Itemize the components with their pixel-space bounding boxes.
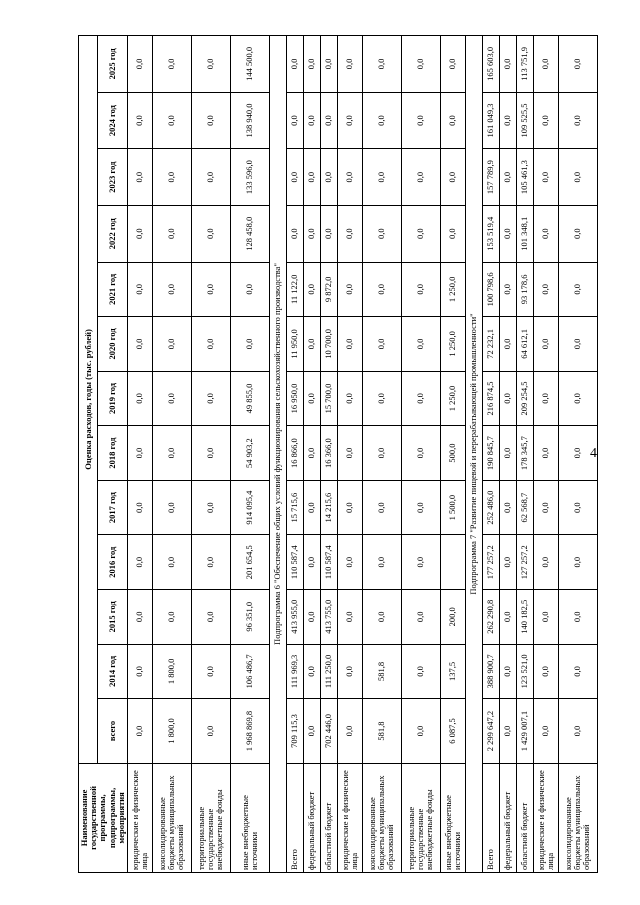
value-cell: 0,0: [558, 480, 597, 535]
value-cell: 111 969,3: [286, 644, 303, 699]
section-title: Подпрограмма 7 "Развитие пищевой и перерабатывающей промышленности": [465, 36, 482, 873]
value-cell: 10 700,0: [320, 317, 337, 372]
value-cell: 127 257,2: [516, 535, 533, 590]
value-cell: 0,0: [440, 92, 465, 149]
value-cell: 0,0: [191, 36, 230, 93]
value-cell: 0,0: [127, 36, 152, 93]
header-col: 2017 год: [98, 480, 128, 535]
value-cell: 0,0: [337, 149, 362, 206]
value-cell: 0,0: [303, 699, 320, 764]
value-cell: 190 845,7: [482, 426, 499, 481]
value-cell: 128 458,0: [230, 205, 269, 262]
row-label: областной бюджет: [320, 763, 337, 872]
value-cell: 0,0: [303, 480, 320, 535]
value-cell: 0,0: [440, 149, 465, 206]
value-cell: 0,0: [558, 535, 597, 590]
header-col: 2025 год: [98, 36, 128, 93]
value-cell: 0,0: [127, 426, 152, 481]
value-cell: 0,0: [127, 699, 152, 764]
value-cell: 106 486,7: [230, 644, 269, 699]
value-cell: 0,0: [533, 699, 558, 764]
value-cell: 62 568,7: [516, 480, 533, 535]
value-cell: 0,0: [401, 92, 440, 149]
value-cell: 0,0: [191, 699, 230, 764]
value-cell: 1 800,0: [152, 699, 191, 764]
value-cell: 0,0: [127, 317, 152, 372]
value-cell: 0,0: [362, 426, 401, 481]
table-row: [320, 36, 337, 873]
value-cell: 0,0: [286, 92, 303, 149]
value-cell: 161 049,3: [482, 92, 499, 149]
value-cell: [440, 535, 465, 590]
value-cell: 0,0: [337, 317, 362, 372]
value-cell: 0,0: [362, 262, 401, 317]
value-cell: 0,0: [499, 205, 516, 262]
value-cell: 0,0: [337, 699, 362, 764]
value-cell: 0,0: [191, 371, 230, 426]
value-cell: 0,0: [191, 149, 230, 206]
value-cell: 0,0: [533, 535, 558, 590]
header-col: всего: [98, 699, 128, 764]
value-cell: 0,0: [127, 371, 152, 426]
value-cell: 0,0: [230, 317, 269, 372]
value-cell: 0,0: [401, 699, 440, 764]
row-label: консолидированные бюджеты муниципальных образований: [152, 763, 191, 872]
value-cell: 0,0: [230, 262, 269, 317]
row-label: территориальные государственные внебюджетные фонды: [191, 763, 230, 872]
value-cell: 0,0: [127, 644, 152, 699]
value-cell: 0,0: [303, 36, 320, 93]
value-cell: 0,0: [499, 262, 516, 317]
value-cell: 0,0: [127, 480, 152, 535]
value-cell: 0,0: [337, 426, 362, 481]
value-cell: 0,0: [320, 36, 337, 93]
header-name-column: Наименование государственной программы, подпрограммы, мероприятия: [79, 763, 128, 872]
value-cell: 15 715,6: [286, 480, 303, 535]
value-cell: 0,0: [533, 317, 558, 372]
value-cell: 0,0: [152, 317, 191, 372]
value-cell: 101 348,1: [516, 205, 533, 262]
value-cell: 0,0: [152, 262, 191, 317]
value-cell: 0,0: [152, 535, 191, 590]
value-cell: 0,0: [303, 149, 320, 206]
value-cell: 0,0: [533, 149, 558, 206]
value-cell: 72 232,1: [482, 317, 499, 372]
value-cell: 0,0: [440, 36, 465, 93]
value-cell: 0,0: [401, 262, 440, 317]
value-cell: 0,0: [401, 36, 440, 93]
value-cell: 0,0: [499, 371, 516, 426]
table-row: [127, 36, 152, 873]
value-cell: 0,0: [499, 590, 516, 645]
table-row: [191, 36, 230, 873]
value-cell: 0,0: [303, 92, 320, 149]
page-number: 4: [590, 446, 597, 461]
header-col: 2023 год: [98, 149, 128, 206]
header-col: 2019 год: [98, 371, 128, 426]
value-cell: 0,0: [337, 92, 362, 149]
row-label: иные внебюджетные источники: [440, 763, 465, 872]
row-label: юридические и физические лица: [533, 763, 558, 872]
table-row: [152, 36, 191, 873]
row-label: консолидированные бюджеты муниципальных образований: [362, 763, 401, 872]
value-cell: 123 521,0: [516, 644, 533, 699]
value-cell: 0,0: [127, 262, 152, 317]
value-cell: 413 755,0: [320, 590, 337, 645]
value-cell: 0,0: [533, 262, 558, 317]
header-col: 2022 год: [98, 205, 128, 262]
value-cell: 0,0: [558, 644, 597, 699]
value-cell: 9 872,0: [320, 262, 337, 317]
table-row: [499, 36, 516, 873]
row-label: консолидированные бюджеты муниципальных образований: [558, 763, 597, 872]
value-cell: 0,0: [499, 426, 516, 481]
value-cell: 153 519,4: [482, 205, 499, 262]
value-cell: 111 250,0: [320, 644, 337, 699]
header-col: 2020 год: [98, 317, 128, 372]
row-label: территориальные государственные внебюджетные фонды: [401, 763, 440, 872]
value-cell: 0,0: [362, 205, 401, 262]
value-cell: 110 587,4: [286, 535, 303, 590]
value-cell: 0,0: [191, 644, 230, 699]
value-cell: 0,0: [152, 590, 191, 645]
value-cell: 0,0: [152, 426, 191, 481]
value-cell: 96 351,0: [230, 590, 269, 645]
value-cell: 16 950,0: [286, 371, 303, 426]
value-cell: 16 866,0: [286, 426, 303, 481]
value-cell: 0,0: [362, 36, 401, 93]
value-cell: 0,0: [337, 590, 362, 645]
table-row: [303, 36, 320, 873]
value-cell: 0,0: [362, 149, 401, 206]
value-cell: 144 500,0: [230, 36, 269, 93]
table-header: [79, 36, 128, 873]
value-cell: 16 366,0: [320, 426, 337, 481]
value-cell: 0,0: [127, 535, 152, 590]
value-cell: 914 095,4: [230, 480, 269, 535]
value-cell: 0,0: [191, 426, 230, 481]
value-cell: 0,0: [152, 205, 191, 262]
value-cell: 0,0: [499, 92, 516, 149]
value-cell: 0,0: [303, 426, 320, 481]
value-cell: 0,0: [362, 92, 401, 149]
value-cell: 0,0: [533, 36, 558, 93]
value-cell: 100 798,6: [482, 262, 499, 317]
value-cell: 0,0: [320, 205, 337, 262]
value-cell: 0,0: [191, 535, 230, 590]
value-cell: 0,0: [533, 426, 558, 481]
value-cell: 0,0: [362, 535, 401, 590]
value-cell: 0,0: [191, 317, 230, 372]
table-row: [558, 36, 597, 873]
value-cell: 0,0: [337, 205, 362, 262]
value-cell: 0,0: [127, 92, 152, 149]
value-cell: 0,0: [303, 262, 320, 317]
value-cell: 0,0: [303, 644, 320, 699]
value-cell: 0,0: [303, 205, 320, 262]
value-cell: 0,0: [191, 205, 230, 262]
value-cell: 0,0: [303, 317, 320, 372]
header-col: 2021 год: [98, 262, 128, 317]
table-row: [401, 36, 440, 873]
value-cell: 0,0: [362, 317, 401, 372]
value-cell: 0,0: [362, 590, 401, 645]
value-cell: 0,0: [152, 36, 191, 93]
value-cell: 0,0: [558, 149, 597, 206]
value-cell: 0,0: [337, 36, 362, 93]
value-cell: 11 950,0: [286, 317, 303, 372]
value-cell: 0,0: [401, 644, 440, 699]
value-cell: 0,0: [152, 371, 191, 426]
value-cell: 0,0: [558, 699, 597, 764]
value-cell: 0,0: [401, 535, 440, 590]
table-row: [230, 36, 269, 873]
value-cell: 178 345,7: [516, 426, 533, 481]
value-cell: 0,0: [337, 644, 362, 699]
value-cell: 0,0: [558, 317, 597, 372]
value-cell: 1 968 869,8: [230, 699, 269, 764]
value-cell: 0,0: [286, 149, 303, 206]
value-cell: 138 940,0: [230, 92, 269, 149]
value-cell: 1 250,0: [440, 317, 465, 372]
value-cell: 0,0: [558, 92, 597, 149]
value-cell: 0,0: [191, 590, 230, 645]
value-cell: 581,8: [362, 644, 401, 699]
value-cell: 252 486,0: [482, 480, 499, 535]
value-cell: 2 299 647,2: [482, 699, 499, 764]
value-cell: 0,0: [558, 36, 597, 93]
value-cell: 262 290,8: [482, 590, 499, 645]
value-cell: 14 215,6: [320, 480, 337, 535]
value-cell: 0,0: [152, 149, 191, 206]
value-cell: 209 254,5: [516, 371, 533, 426]
value-cell: 0,0: [401, 590, 440, 645]
row-label: юридические и физические лица: [337, 763, 362, 872]
table-row: [482, 36, 499, 873]
value-cell: 0,0: [191, 262, 230, 317]
header-col: 2016 год: [98, 535, 128, 590]
value-cell: 113 751,9: [516, 36, 533, 93]
value-cell: 0,0: [401, 317, 440, 372]
header-col: 2024 год: [98, 92, 128, 149]
table-row: [337, 36, 362, 873]
value-cell: 0,0: [401, 371, 440, 426]
row-label: иные внебюджетные источники: [230, 763, 269, 872]
row-label: юридические и физические лица: [127, 763, 152, 872]
value-cell: 0,0: [337, 480, 362, 535]
value-cell: 0,0: [362, 371, 401, 426]
value-cell: 0,0: [127, 149, 152, 206]
budget-table-rotated: [78, 35, 592, 873]
value-cell: 0,0: [499, 317, 516, 372]
value-cell: 177 257,2: [482, 535, 499, 590]
value-cell: 0,0: [558, 426, 597, 481]
value-cell: 0,0: [191, 92, 230, 149]
value-cell: 500,0: [440, 426, 465, 481]
value-cell: 0,0: [152, 92, 191, 149]
row-label: областной бюджет: [516, 763, 533, 872]
header-col: 2018 год: [98, 426, 128, 481]
value-cell: 0,0: [320, 149, 337, 206]
value-cell: 388 900,7: [482, 644, 499, 699]
value-cell: 0,0: [337, 371, 362, 426]
value-cell: 702 446,0: [320, 699, 337, 764]
value-cell: 0,0: [401, 480, 440, 535]
table-row: [533, 36, 558, 873]
row-label: федеральный бюджет: [499, 763, 516, 872]
value-cell: 0,0: [127, 590, 152, 645]
header-col: 2014 год: [98, 644, 128, 699]
value-cell: 0,0: [533, 480, 558, 535]
value-cell: 0,0: [533, 590, 558, 645]
value-cell: 0,0: [558, 262, 597, 317]
value-cell: 0,0: [191, 480, 230, 535]
value-cell: 0,0: [499, 36, 516, 93]
value-cell: 0,0: [533, 644, 558, 699]
value-cell: 0,0: [337, 262, 362, 317]
value-cell: 0,0: [152, 480, 191, 535]
value-cell: 0,0: [303, 535, 320, 590]
value-cell: 0,0: [303, 590, 320, 645]
value-cell: 1 800,0: [152, 644, 191, 699]
value-cell: 1 500,0: [440, 480, 465, 535]
value-cell: 0,0: [401, 205, 440, 262]
value-cell: 0,0: [286, 205, 303, 262]
table-row: [286, 36, 303, 873]
header-col: 2015 год: [98, 590, 128, 645]
value-cell: 64 612,1: [516, 317, 533, 372]
value-cell: 0,0: [303, 371, 320, 426]
value-cell: 0,0: [362, 480, 401, 535]
value-cell: 105 461,3: [516, 149, 533, 206]
row-label: Всего: [286, 763, 303, 872]
value-cell: 93 178,6: [516, 262, 533, 317]
value-cell: 110 587,4: [320, 535, 337, 590]
value-cell: 0,0: [533, 92, 558, 149]
value-cell: 0,0: [499, 644, 516, 699]
value-cell: 0,0: [558, 205, 597, 262]
row-label: федеральный бюджет: [303, 763, 320, 872]
value-cell: 0,0: [440, 205, 465, 262]
value-cell: 15 700,0: [320, 371, 337, 426]
value-cell: 0,0: [401, 149, 440, 206]
value-cell: 200,0: [440, 590, 465, 645]
value-cell: 0,0: [558, 590, 597, 645]
budget-table: [78, 35, 598, 873]
value-cell: 54 903,2: [230, 426, 269, 481]
section-row: [269, 36, 286, 873]
section-row: [465, 36, 482, 873]
value-cell: 1 250,0: [440, 262, 465, 317]
value-cell: 133 596,0: [230, 149, 269, 206]
value-cell: 709 115,3: [286, 699, 303, 764]
value-cell: 6 087,5: [440, 699, 465, 764]
value-cell: 137,5: [440, 644, 465, 699]
value-cell: 0,0: [558, 371, 597, 426]
table-row: [516, 36, 533, 873]
row-label: Всего: [482, 763, 499, 872]
value-cell: 49 855,0: [230, 371, 269, 426]
value-cell: 140 182,5: [516, 590, 533, 645]
value-cell: 0,0: [499, 480, 516, 535]
value-cell: 0,0: [401, 426, 440, 481]
section-title: Подпрограмма 6 "Обеспечение общих условий функционирования сельскохозяйственного производства": [269, 36, 286, 873]
table-row: [440, 36, 465, 873]
value-cell: 0,0: [499, 535, 516, 590]
header-group-title: Оценка расходов, годы (тыс. рублей): [79, 36, 98, 764]
value-cell: 0,0: [337, 535, 362, 590]
value-cell: 0,0: [286, 36, 303, 93]
value-cell: 216 874,5: [482, 371, 499, 426]
value-cell: 0,0: [533, 205, 558, 262]
value-cell: 1 429 007,1: [516, 699, 533, 764]
value-cell: 413 955,0: [286, 590, 303, 645]
value-cell: 109 525,5: [516, 92, 533, 149]
value-cell: 0,0: [499, 149, 516, 206]
value-cell: 0,0: [499, 699, 516, 764]
value-cell: 0,0: [533, 371, 558, 426]
value-cell: 165 603,0: [482, 36, 499, 93]
table-row: [362, 36, 401, 873]
value-cell: 581,8: [362, 699, 401, 764]
value-cell: 0,0: [320, 92, 337, 149]
value-cell: 157 789,9: [482, 149, 499, 206]
value-cell: 201 654,5: [230, 535, 269, 590]
value-cell: 1 250,0: [440, 371, 465, 426]
value-cell: 11 122,0: [286, 262, 303, 317]
value-cell: 0,0: [127, 205, 152, 262]
